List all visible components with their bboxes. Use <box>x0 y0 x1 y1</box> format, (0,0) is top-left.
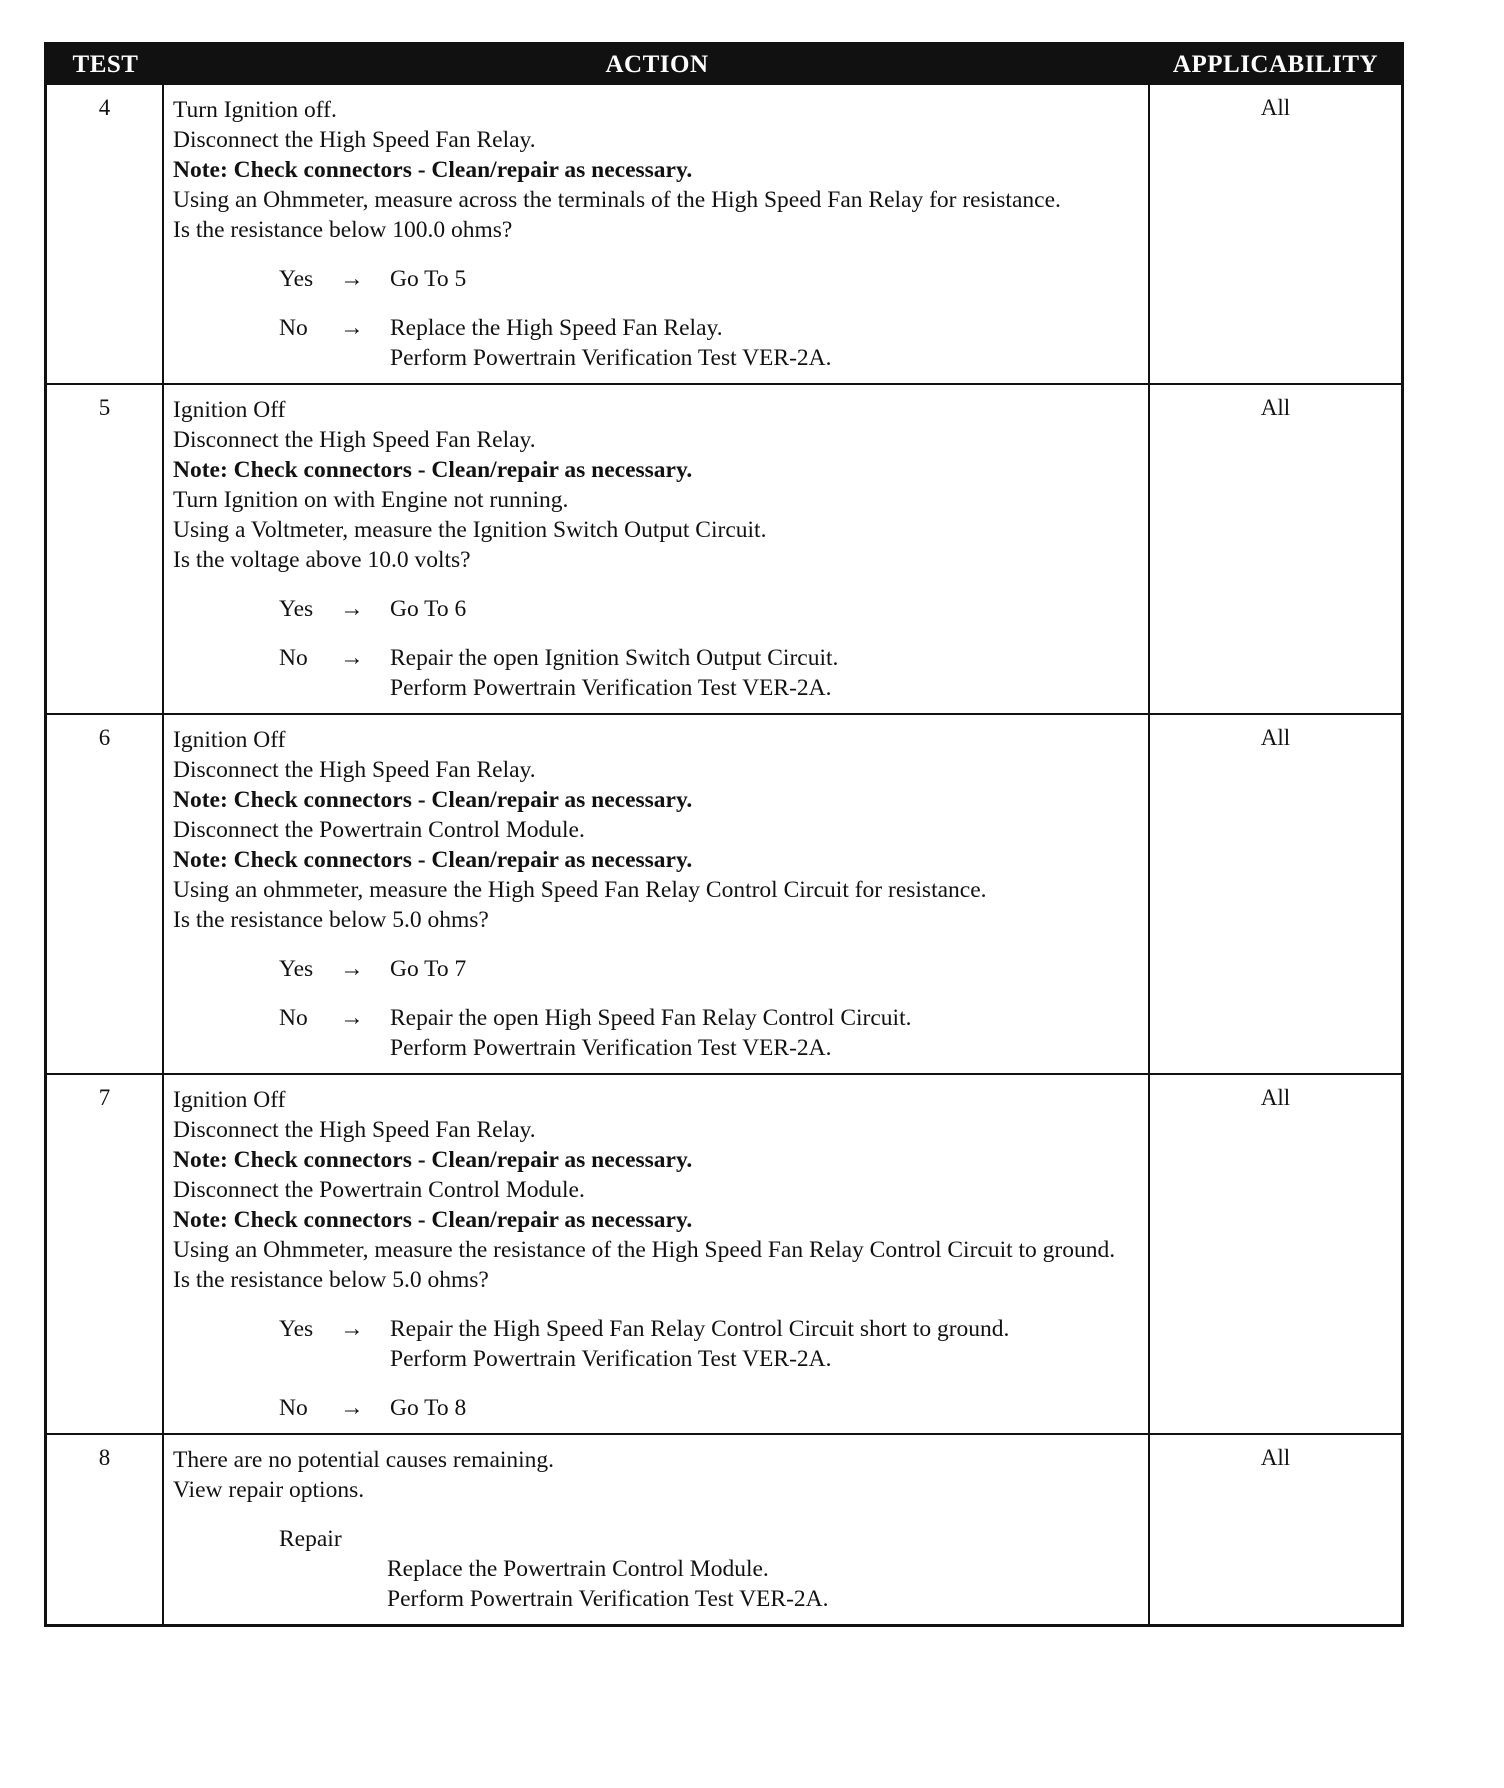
action-line: Ignition Off <box>173 397 286 423</box>
action-line: Disconnect the Powertrain Control Module. <box>173 817 585 843</box>
repair-option-line: Perform Powertrain Verification Test VER-2A. <box>387 1586 829 1612</box>
note-line: Note: Check connectors - Clean/repair as necessary. <box>173 847 693 873</box>
action-line: Turn Ignition on with Engine not running. <box>173 487 569 513</box>
applicability-cell: All <box>1260 1085 1291 1110</box>
answer-label: Yes <box>279 956 314 982</box>
answer-label: No <box>279 645 308 671</box>
header-test: TEST <box>72 51 139 78</box>
note-line: Note: Check connectors - Clean/repair as necessary. <box>173 457 693 483</box>
action-line: Disconnect the High Speed Fan Relay. <box>173 427 536 453</box>
action-line: Turn Ignition off. <box>173 97 337 123</box>
header-applicability: APPLICABILITY <box>1172 51 1379 78</box>
action-cell <box>164 715 1150 1073</box>
answer-result <box>390 313 832 373</box>
answer-result <box>390 1314 1009 1374</box>
no-branch <box>173 1003 1140 1063</box>
table-row <box>47 1073 1401 1433</box>
table-body <box>47 85 1401 1624</box>
answer-label: Yes <box>279 1316 314 1342</box>
no-branch <box>173 313 1140 373</box>
result-line: Go To 7 <box>390 956 467 982</box>
arrow-right-icon: → <box>340 1005 364 1031</box>
note-line: Note: Check connectors - Clean/repair as necessary. <box>173 787 693 813</box>
action-line: Is the resistance below 5.0 ohms? <box>173 1267 489 1293</box>
answer-result <box>390 643 838 703</box>
header-action: ACTION <box>605 51 709 78</box>
action-line: Is the voltage above 10.0 volts? <box>173 547 471 573</box>
action-line: Is the resistance below 100.0 ohms? <box>173 217 513 243</box>
result-line: Perform Powertrain Verification Test VER-2A. <box>390 1346 832 1372</box>
action-cell <box>164 385 1150 713</box>
diagnostic-test-table <box>44 42 1404 1627</box>
note-line: Note: Check connectors - Clean/repair as necessary. <box>173 1207 693 1233</box>
result-line: Perform Powertrain Verification Test VER-2A. <box>390 1035 832 1061</box>
arrow-right-icon: → <box>340 645 364 671</box>
note-line: Note: Check connectors - Clean/repair as necessary. <box>173 1147 693 1173</box>
action-line: Disconnect the High Speed Fan Relay. <box>173 1117 536 1143</box>
action-line: Disconnect the High Speed Fan Relay. <box>173 757 536 783</box>
result-line: Go To 6 <box>390 596 467 622</box>
table-row <box>47 713 1401 1073</box>
yes-branch <box>173 264 1140 294</box>
action-line: Using a Voltmeter, measure the Ignition Switch Output Circuit. <box>173 517 767 543</box>
action-line: Using an Ohmmeter, measure the resistance of the High Speed Fan Relay Control Circuit to ground. <box>173 1237 1116 1263</box>
test-number: 6 <box>47 715 164 1073</box>
action-line: Disconnect the Powertrain Control Module. <box>173 1177 585 1203</box>
result-line: Perform Powertrain Verification Test VER-2A. <box>390 675 832 701</box>
result-line: Replace the High Speed Fan Relay. <box>390 315 723 341</box>
action-line: Disconnect the High Speed Fan Relay. <box>173 127 536 153</box>
note-line: Note: Check connectors - Clean/repair as necessary. <box>173 157 693 183</box>
answer-label: Yes <box>279 266 314 292</box>
action-cell <box>164 1435 1150 1624</box>
repair-option-line: Replace the Powertrain Control Module. <box>387 1556 769 1582</box>
answer-label: No <box>279 315 308 341</box>
action-line: Using an ohmmeter, measure the High Speed Fan Relay Control Circuit for resistance. <box>173 877 987 903</box>
no-branch <box>173 1393 1140 1423</box>
yes-branch <box>173 594 1140 624</box>
answer-label: No <box>279 1395 308 1421</box>
arrow-right-icon: → <box>340 1316 364 1342</box>
action-cell <box>164 85 1150 383</box>
table-header <box>47 45 1401 85</box>
test-number: 8 <box>47 1435 164 1624</box>
answer-result <box>390 1393 466 1423</box>
action-line: View repair options. <box>173 1477 365 1503</box>
answer-label: Yes <box>279 596 314 622</box>
test-number: 7 <box>47 1075 164 1433</box>
answer-result <box>390 264 466 294</box>
no-branch <box>173 643 1140 703</box>
arrow-right-icon: → <box>340 956 364 982</box>
result-line: Go To 8 <box>390 1395 467 1421</box>
result-line: Go To 5 <box>390 266 467 292</box>
repair-label: Repair <box>279 1526 342 1552</box>
test-number: 5 <box>47 385 164 713</box>
applicability-cell: All <box>1260 1445 1291 1470</box>
applicability-cell: All <box>1260 95 1291 120</box>
action-line: Ignition Off <box>173 1087 286 1113</box>
answer-result <box>390 1003 911 1063</box>
result-line: Repair the open High Speed Fan Relay Control Circuit. <box>390 1005 912 1031</box>
action-cell <box>164 1075 1150 1433</box>
yes-branch <box>173 1314 1140 1374</box>
table-row <box>47 383 1401 713</box>
applicability-cell: All <box>1260 395 1291 420</box>
arrow-right-icon: → <box>340 1395 364 1421</box>
arrow-right-icon: → <box>340 596 364 622</box>
action-line: There are no potential causes remaining. <box>173 1447 555 1473</box>
result-line: Repair the open Ignition Switch Output Circuit. <box>390 645 839 671</box>
test-number: 4 <box>47 85 164 383</box>
result-line: Perform Powertrain Verification Test VER-2A. <box>390 345 832 371</box>
table-row <box>47 85 1401 383</box>
answer-result <box>390 594 466 624</box>
result-line: Repair the High Speed Fan Relay Control Circuit short to ground. <box>390 1316 1010 1342</box>
arrow-right-icon: → <box>340 266 364 292</box>
arrow-right-icon: → <box>340 315 364 341</box>
table-row <box>47 1433 1401 1624</box>
applicability-cell: All <box>1260 725 1291 750</box>
action-line: Is the resistance below 5.0 ohms? <box>173 907 489 933</box>
answer-result <box>390 954 466 984</box>
answer-label: No <box>279 1005 308 1031</box>
yes-branch <box>173 954 1140 984</box>
action-line: Ignition Off <box>173 727 286 753</box>
action-line: Using an Ohmmeter, measure across the terminals of the High Speed Fan Relay for resistance. <box>173 187 1061 213</box>
